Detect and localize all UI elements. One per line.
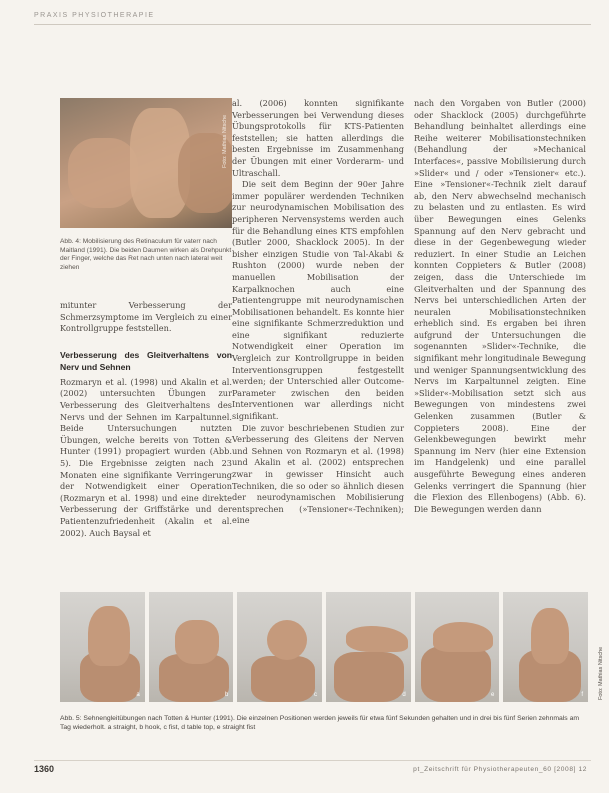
journal-reference: pt_Zeitschrift für Physiotherapeuten_60 [2008] 12: [413, 766, 587, 773]
page-number: 1360: [34, 764, 55, 774]
arm-shape: [334, 652, 404, 702]
paragraph: Die zuvor beschriebenen Studien zur Verbesserung des Gleitens der Nerven und Sehnen von Rozmaryn et al. (1998) und Akalin et al. (2002) entsprechen zwar in gewisser Hinsicht auch Techniken, die so oder so ähnlich diesen der neurodynamischen Mobilisierung entsprechen (»Tensioner«-Techniken); eine: [232, 422, 404, 526]
hand-shape: [68, 138, 138, 208]
exercise-photo-c: [237, 592, 322, 702]
exercise-photo-a: [60, 592, 145, 702]
figure-5-caption: Abb. 5: Sehnengleitübungen nach Totten & Hunter (1991). Die einzelnen Positionen werden jeweils für etwa fünf Sekunden gehalten und in drei bis fünf Serien zehnmals am Tag wiederholt. a straight, b hook, c fist, d table top, e straight fist: [60, 715, 580, 732]
figure-5-photo-credit: Foto: Mathias Nitsche: [598, 646, 604, 700]
exercise-photo-e: [415, 592, 500, 702]
header-divider: [34, 24, 591, 25]
hand-shape: [531, 608, 569, 664]
exercise-photo-f: [503, 592, 588, 702]
frame-letter: a: [136, 692, 140, 698]
paragraph: Rozmaryn et al. (1998) und Akalin et al. (2002) untersuchten Übungen zur Verbesserung des Gleitverhaltens des Nervs und der Sehnen im Karpaltunnel. Beide Untersuchungen nutzten Übungen, welche bereits von Totten & Hunter (1991) propagiert wurden (Abb. 5). Die Ergebnisse zeigten nach 23 Monaten eine signifikante Verringerung der Notwendigkeit einer Operation (Rozmaryn et al. 1998) und eine direkte Verbesserung der Griffstärke und der Patientenzufriedenheit (Akalin et al. 2002). Auch Baysal et: [60, 376, 232, 538]
paragraph: nach den Vorgaben von Butler (2000) oder Shacklock (2005) durchgeführte Behandlung beinhaltet allerdings eine Reihe weiterer Mobilisationstechniken (Behandlung der »Mechanical Interfaces«, passive Mobilisierung durch »Slider« und / oder »Tensioner« etc.). Eine »Tensioner«-Technik zielt darauf ab, den Nerv abwechselnd mechanisch zu belasten und zu entlasten. Es wird über Bewegungen eines Gelenks Spannung auf den Nerv gebracht und diese in der Gegenbewegung wieder reduziert. In einer Studie an Leichen konnten Coppieters & Butler (2008) zeigen, dass die Unterschiede im Gleitverhalten und der Spannung des Nervs bei unterschiedlichen Arten der neuralen Mobilisationstechniken erheblich sind. Es ergaben bei ihren aufgrund der Untersuchungen die sogenannten »Slider«-Technike, die signifikant mehr longitudinale Bewegung und weniger Spannungsentwicklung des Nervs im Karpaltunnel zeigten. Eine »Slider«-Mobilisation setzt sich aus Bewegungen von mindestens zwei Gelenken zusammen (Butler & Coppieters 2008). Eine der Gelenkbewegungen bewirkt mehr Spannung im Nerv (hier eine Extension im Handgelenk) und eine parallel ausgeführte Bewegung eines anderen Gelenks verringert die Spannung (hier die Flexion des Ellenbogens) (Abb. 6). Die Bewegungen werden dann: [414, 98, 586, 514]
arm-shape: [421, 646, 491, 702]
exercise-photo-d: [326, 592, 411, 702]
frame-letter: d: [402, 692, 406, 698]
hand-shape: [175, 620, 219, 664]
frame-letter: f: [581, 692, 584, 698]
running-head: PRAXIS PHYSIOTHERAPIE: [34, 12, 155, 19]
hand-shape: [88, 606, 130, 666]
paragraph: al. (2006) konnten signifikante Verbesserungen bei Verwendung dieses Übungsprotokolls für KTS-Patienten feststellen; sie hatten allerdings die besten Ergebnisse im Zusammenhang der Übungen mit einer Vorderarm- und Ultraschall.: [232, 98, 404, 178]
text-column-3: [414, 98, 586, 515]
figure-4-photo: [60, 98, 232, 228]
section-heading: Verbesserung des Gleitverhaltens von Nerv und Sehnen: [60, 349, 232, 372]
frame-letter: e: [491, 692, 495, 698]
text-column-2: [232, 98, 404, 527]
frame-letter: b: [225, 692, 229, 698]
hand-shape: [346, 626, 408, 652]
figure-5-photo-strip: [60, 592, 588, 702]
arm-shape: [251, 656, 318, 702]
text-column-1: [60, 300, 232, 539]
footer-divider: [34, 760, 591, 761]
hand-shape: [267, 620, 307, 660]
paragraph: mitunter Verbesserung der Schmerzsymptome im Vergleich zu einer Kontrollgruppe feststellen.: [60, 300, 232, 334]
figure-4-caption: Abb. 4: Mobilisierung des Retinaculum für vaterr nach Maitland (1991). Die beiden Daumen wirken als Drehpunkt der Finger, welche das Ret nach unten nach lateral weit ziehen: [60, 238, 232, 271]
paragraph: Die seit dem Beginn der 90er Jahre immer populärer werdenden Techniken zur neurodynamischen Mobilisation des peripheren Nervensystems werden auch für die Behandlung eines KTS empfohlen (Butler 2000, Shacklock 2005). In der bisher einzigen Studie von Tal-Akabi & Rushton (2000) wurde neben der manuellen Mobilisation der Karpalknochen auch eine Patientengruppe mit neurodynamischen Mobilisationen behandelt. Es konnte hier eine signifikante Schmerzreduktion und eine signifikant reduzierte Notwendigkeit einer Operation im Vergleich zur Kontrollgruppe in beiden Interventionsgruppen festgestellt werden; der Unterschied aller Outcome-Parameter zwischen den beiden Interventionen war allerdings nicht signifikant.: [232, 179, 404, 422]
frame-letter: c: [314, 692, 318, 698]
hand-shape: [433, 622, 493, 652]
exercise-photo-b: [149, 592, 234, 702]
figure-4-photo-credit: Foto: Mathias Nitsche: [222, 114, 228, 168]
